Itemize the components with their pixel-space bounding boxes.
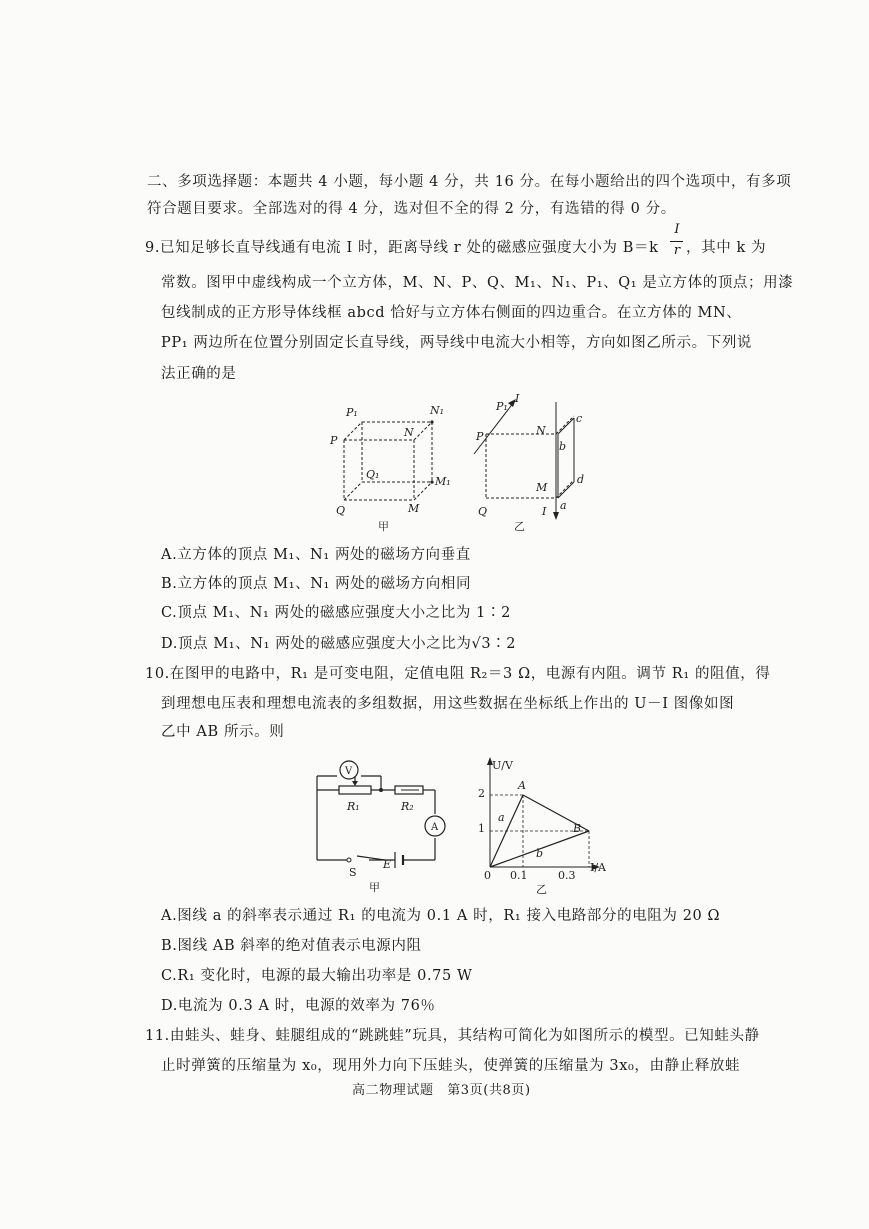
frame-label-c: c <box>576 412 583 425</box>
frame-label-a: a <box>560 499 567 512</box>
graph-xlabel: I/A <box>590 861 606 874</box>
frame-label-b: b <box>559 440 567 453</box>
voltmeter-label: V <box>345 766 353 777</box>
q9-line4: PP₁ 两边所在位置分别固定长直导线，两导线中电流大小相等，方向如图乙所示。下列说 <box>161 335 753 351</box>
wire-label-N: N <box>536 424 546 437</box>
q10-option-c: C.R₁ 变化时，电源的最大输出功率是 0.75 W <box>161 968 473 984</box>
graph-line-a-label: a <box>498 811 505 824</box>
graph-xtick-0: 0 <box>484 869 491 882</box>
cube-label-Q: Q <box>336 504 346 517</box>
cube-label-M1: M₁ <box>435 475 451 488</box>
q10-line2: 到理想电压表和理想电流表的多组数据，用这些数据在坐标纸上作出的 U－I 图像如图 <box>161 696 735 712</box>
cube-label-N1: N₁ <box>430 404 445 417</box>
graph-caption-yi: 乙 <box>536 883 547 895</box>
q9-line5: 法正确的是 <box>161 366 237 382</box>
graph-ytick-2: 2 <box>478 787 485 800</box>
figure-ui-graph-yi <box>470 755 620 895</box>
wire-label-P1: P₁ <box>496 400 508 413</box>
wire-label-Q: Q <box>478 505 488 518</box>
cube-label-Q1: Q₁ <box>366 468 380 481</box>
graph-point-A: A <box>518 779 526 792</box>
q9-line1a: 9.已知足够长直导线通有电流 I 时，距离导线 r 处的磁感应强度大小为 B＝k <box>145 240 659 256</box>
q11-line1: 11.由蛙头、蛙身、蛙腿组成的“跳跳蛙”玩具，其结构可简化为如图所示的模型。已知蛙头静 <box>145 1028 760 1044</box>
q9-line3: 包线制成的正方形导体线框 abcd 恰好与立方体右侧面的四边重合。在立方体的 MN、 <box>161 305 742 321</box>
q9-option-b: B.立方体的顶点 M₁、N₁ 两处的磁场方向相同 <box>161 576 472 592</box>
circuit-label-R2: R₂ <box>401 800 414 813</box>
wire-label-I-bottom: I <box>542 505 547 518</box>
page-footer: 高二物理试题 第3页(共8页) <box>352 1083 531 1098</box>
circuit-label-S: S <box>349 866 357 879</box>
cube-label-P: P <box>330 434 338 447</box>
q9-option-c: C.顶点 M₁、N₁ 两处的磁感应强度大小之比为 1∶2 <box>161 605 511 621</box>
graph-ylabel: U/V <box>492 759 513 772</box>
cube-label-M: M <box>408 502 420 515</box>
wire-label-M: M <box>536 481 548 494</box>
wire-label-P: P <box>476 430 484 443</box>
q9-option-d: D.顶点 M₁、N₁ 两处的磁感应强度大小之比为√3∶2 <box>161 636 517 652</box>
q10-line3: 乙中 AB 所示。则 <box>161 724 285 740</box>
q10-line1: 10.在图甲的电路中，R₁ 是可变电阻，定值电阻 R₂＝3 Ω，电源有内阻。调节 R₁ 的阻值，得 <box>145 666 771 682</box>
cube-label-N: N <box>404 426 414 439</box>
graph-ytick-1: 1 <box>478 822 485 835</box>
q9-line2: 常数。图甲中虚线构成一个立方体，M、N、P、Q、M₁、N₁、P₁、Q₁ 是立方体的顶点；用漆 <box>161 275 794 291</box>
q9-frac-bar <box>670 241 683 242</box>
circuit-label-E: E <box>383 858 392 871</box>
wire-label-I-top: I <box>515 392 520 405</box>
graph-xtick-01: 0.1 <box>510 869 528 882</box>
frame-label-d: d <box>577 473 585 486</box>
figure-cube-jia <box>328 400 458 535</box>
q10-option-d: D.电流为 0.3 A 时，电源的效率为 76％ <box>161 998 436 1014</box>
q9-option-a: A.立方体的顶点 M₁、N₁ 两处的磁场方向垂直 <box>161 547 471 563</box>
q11-line2: 止时弹簧的压缩量为 x₀，现用外力向下压蛙头，使弹簧的压缩量为 3x₀，由静止释放蛙 <box>161 1058 741 1074</box>
q10-option-b: B.图线 AB 斜率的绝对值表示电源内阻 <box>161 938 422 954</box>
section-header-line1: 二、多项选择题：本题共 4 小题，每小题 4 分，共 16 分。在每小题给出的四个选项中，有多项 <box>147 174 792 190</box>
q9-frac-num: I <box>674 222 680 237</box>
circuit-label-R1: R₁ <box>347 800 360 813</box>
graph-xtick-03: 0.3 <box>558 869 576 882</box>
graph-point-B: B <box>573 822 582 835</box>
figure-circuit-jia <box>305 748 455 896</box>
wire-caption-yi: 乙 <box>514 520 525 533</box>
cube-label-P1: P₁ <box>346 406 358 419</box>
cube-caption-jia: 甲 <box>378 520 389 533</box>
q10-option-a: A.图线 a 的斜率表示通过 R₁ 的电流为 0.1 A 时，R₁ 接入电路部分的电阻为 20 Ω <box>161 908 721 924</box>
circuit-caption-jia: 甲 <box>369 881 380 894</box>
q9-line1b: ，其中 k 为 <box>686 240 767 256</box>
figure-wires-yi <box>470 392 600 537</box>
graph-line-b-label: b <box>536 847 544 860</box>
ammeter-label: A <box>431 822 439 833</box>
section-header-line2: 符合题目要求。全部选对的得 4 分，选对但不全的得 2 分，有选错的得 0 分。 <box>147 201 676 217</box>
q9-frac-den: r <box>673 243 681 258</box>
